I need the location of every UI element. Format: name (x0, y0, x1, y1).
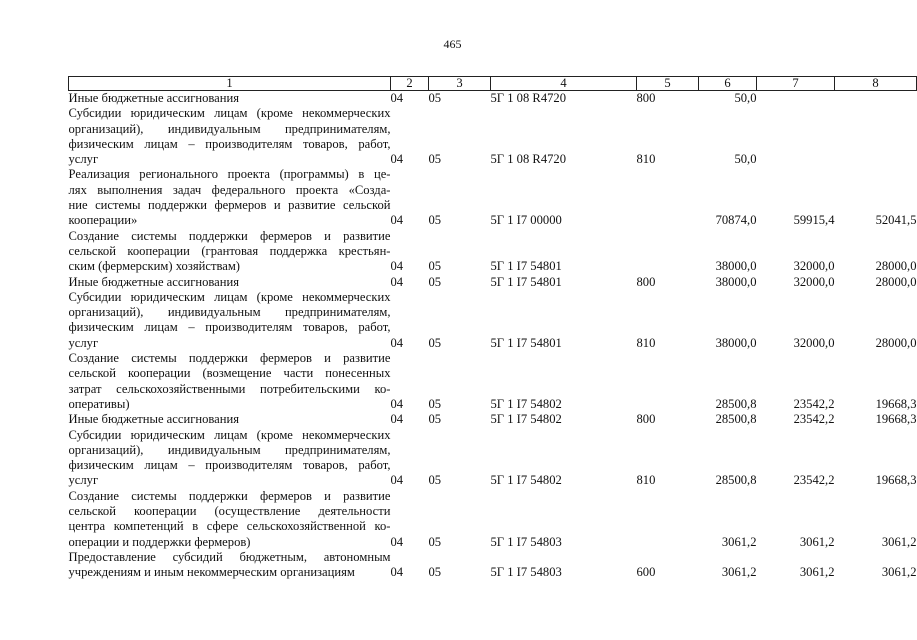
row-description (69, 229, 391, 275)
description-line: Предоставление субсидий бюджетным, автономным (68, 549, 391, 564)
section-code: 04 (390, 259, 404, 274)
description-line: кооперации» (68, 213, 138, 228)
subsection-code: 05 (428, 473, 442, 488)
column-header-7: 7 (757, 77, 835, 91)
table-body (69, 91, 917, 581)
table-row (69, 351, 917, 412)
description-line: услуг (68, 152, 99, 167)
subsection-code: 05 (428, 213, 442, 228)
amount-year-3 (835, 91, 917, 107)
description-line: затрат сельскохозяйственными потребительскими ко- (68, 381, 391, 396)
subsection-code: 05 (428, 396, 442, 411)
expense-type-code: 810 (636, 152, 656, 167)
description-line: оперативы) (68, 396, 130, 411)
row-description (69, 167, 391, 228)
amount-year-1: 38000,0 (715, 335, 757, 350)
table-row (69, 428, 917, 489)
amount-year-2: 32000,0 (793, 274, 835, 289)
subsection-code: 05 (428, 534, 442, 549)
section-code: 04 (390, 274, 404, 289)
description-line: лях выполнения задач федерального проекта «Созда- (68, 182, 391, 197)
column-header-3: 3 (429, 77, 491, 91)
row-description (69, 91, 391, 107)
amount-year-1: 28500,8 (715, 412, 757, 427)
expense-type-code: 600 (636, 565, 656, 580)
amount-year-3: 19668,3 (875, 412, 917, 427)
description-line: организаций), индивидуальным предпринимателям, (68, 121, 391, 136)
table-row (69, 106, 917, 167)
expense-type-code: 800 (636, 274, 656, 289)
amount-year-1: 50,0 (734, 91, 757, 105)
section-code: 04 (390, 534, 404, 549)
amount-year-1: 70874,0 (715, 213, 757, 228)
table-row (69, 489, 917, 550)
table-row (69, 275, 917, 290)
expense-type-code (637, 167, 699, 228)
column-header-5: 5 (637, 77, 699, 91)
row-description (69, 489, 391, 550)
description-line: услуг (68, 473, 99, 488)
column-header-6: 6 (699, 77, 757, 91)
description-line: организаций), индивидуальным предпринимателям, (68, 442, 391, 457)
target-article-code: 5Г 1 I7 54801 (490, 274, 562, 289)
expense-type-code (637, 229, 699, 275)
amount-year-3 (835, 106, 917, 167)
amount-year-3: 19668,3 (875, 473, 917, 488)
amount-year-3: 3061,2 (881, 534, 917, 549)
section-code: 04 (390, 396, 404, 411)
table-row (69, 290, 917, 351)
amount-year-3: 28000,0 (875, 335, 917, 350)
target-article-code: 5Г 1 I7 54803 (490, 565, 562, 580)
description-line: физическим лицам – производителям товаров, работ, (68, 136, 391, 151)
amount-year-1: 28500,8 (715, 396, 757, 411)
description-line: сельской кооперации (осуществление деятельности (68, 504, 391, 519)
table-row (69, 550, 917, 581)
description-line: учреждениям и иным некоммерческим организациям (68, 565, 355, 580)
description-line: физическим лицам – производителям товаров, работ, (68, 458, 391, 473)
column-header-8: 8 (835, 77, 917, 91)
amount-year-1: 3061,2 (721, 565, 757, 580)
description-line: ние системы поддержки фермеров и развитие сельской (68, 198, 391, 213)
row-description (69, 550, 391, 581)
target-article-code: 5Г 1 I7 54802 (490, 473, 562, 488)
amount-year-3: 28000,0 (875, 259, 917, 274)
expense-type-code: 800 (636, 412, 656, 427)
section-code: 04 (390, 473, 404, 488)
subsection-code: 05 (428, 259, 442, 274)
subsection-code: 05 (428, 565, 442, 580)
target-article-code: 5Г 1 I7 54801 (490, 259, 562, 274)
amount-year-1: 3061,2 (721, 534, 757, 549)
section-code: 04 (390, 565, 404, 580)
description-line: Субсидии юридическим лицам (кроме некоммерческих (68, 427, 391, 442)
amount-year-2: 3061,2 (799, 534, 835, 549)
table-row (69, 229, 917, 275)
description-line: Создание системы поддержки фермеров и развитие (68, 351, 391, 366)
row-description (69, 106, 391, 167)
row-description (69, 412, 391, 427)
description-line: сельской кооперации (грантовая поддержка крестьян- (68, 243, 391, 258)
amount-year-2: 23542,2 (793, 473, 835, 488)
expense-type-code: 800 (636, 91, 656, 105)
expense-type-code: 810 (636, 335, 656, 350)
amount-year-2: 3061,2 (799, 565, 835, 580)
description-line: Иные бюджетные ассигнования (68, 91, 240, 105)
target-article-code: 5Г 1 I7 00000 (490, 213, 562, 228)
section-code: 04 (390, 152, 404, 167)
row-description (69, 275, 391, 290)
amount-year-2: 32000,0 (793, 335, 835, 350)
description-line: Создание системы поддержки фермеров и развитие (68, 228, 391, 243)
amount-year-3: 28000,0 (875, 274, 917, 289)
subsection-code: 05 (428, 412, 442, 427)
description-line: ским (фермерским) хозяйствам) (68, 259, 240, 274)
subsection-code: 05 (428, 335, 442, 350)
description-line: организаций), индивидуальным предпринимателям, (68, 305, 391, 320)
description-line: Субсидии юридическим лицам (кроме некоммерческих (68, 289, 391, 304)
expense-type-code: 810 (636, 473, 656, 488)
amount-year-3: 3061,2 (881, 565, 917, 580)
target-article-code: 5Г 1 I7 54803 (490, 534, 562, 549)
section-code: 04 (390, 213, 404, 228)
description-line: операции и поддержки фермеров) (68, 534, 251, 549)
subsection-code: 05 (428, 91, 442, 105)
table-row (69, 167, 917, 228)
description-line: Иные бюджетные ассигнования (68, 412, 240, 427)
amount-year-3: 52041,5 (875, 213, 917, 228)
amount-year-2 (757, 106, 835, 167)
amount-year-2: 32000,0 (793, 259, 835, 274)
target-article-code: 5Г 1 I7 54802 (490, 412, 562, 427)
amount-year-1: 38000,0 (715, 259, 757, 274)
description-line: сельской кооперации (возмещение части понесенных (68, 366, 391, 381)
amount-year-2: 23542,2 (793, 412, 835, 427)
expense-type-code (637, 351, 699, 412)
page-number: 465 (443, 37, 462, 51)
column-header-2: 2 (391, 77, 429, 91)
column-header-4: 4 (491, 77, 637, 91)
amount-year-3: 19668,3 (875, 396, 917, 411)
budget-table (68, 76, 917, 581)
section-code: 04 (390, 91, 404, 105)
section-code: 04 (390, 335, 404, 350)
description-line: Иные бюджетные ассигнования (68, 274, 240, 289)
amount-year-1: 38000,0 (715, 274, 757, 289)
subsection-code: 05 (428, 152, 442, 167)
amount-year-2 (757, 91, 835, 107)
table-row (69, 91, 917, 107)
table-row (69, 412, 917, 427)
target-article-code: 5Г 1 I7 54802 (490, 396, 562, 411)
row-description (69, 290, 391, 351)
column-number-header-row (69, 77, 917, 91)
amount-year-1: 50,0 (734, 152, 757, 167)
description-line: центра компетенций в сфере сельскохозяйственной ко- (68, 519, 391, 534)
target-article-code: 5Г 1 08 R4720 (490, 152, 567, 167)
description-line: Создание системы поддержки фермеров и развитие (68, 488, 391, 503)
expense-type-code (637, 489, 699, 550)
row-description (69, 351, 391, 412)
description-line: физическим лицам – производителям товаров, работ, (68, 320, 391, 335)
row-description (69, 428, 391, 489)
target-article-code: 5Г 1 I7 54801 (490, 335, 562, 350)
target-article-code: 5Г 1 08 R4720 (490, 91, 567, 105)
amount-year-2: 59915,4 (793, 213, 835, 228)
description-line: Реализация регионального проекта (программы) в це- (68, 167, 391, 182)
amount-year-2: 23542,2 (793, 396, 835, 411)
section-code: 04 (390, 412, 404, 427)
subsection-code: 05 (428, 274, 442, 289)
column-header-1: 1 (69, 77, 391, 91)
amount-year-1: 28500,8 (715, 473, 757, 488)
description-line: услуг (68, 335, 99, 350)
description-line: Субсидии юридическим лицам (кроме некоммерческих (68, 106, 391, 121)
